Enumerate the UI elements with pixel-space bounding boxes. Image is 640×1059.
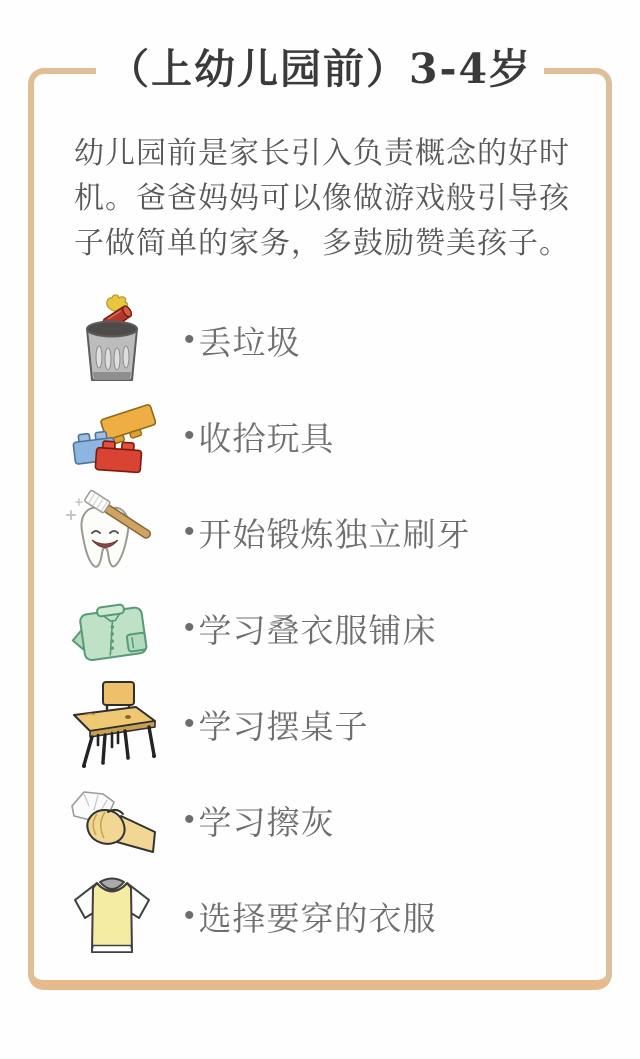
bullet-dot: • (184, 419, 196, 452)
task-label (184, 413, 335, 460)
toy-blocks-icon (58, 389, 166, 483)
folded-clothes-icon (58, 581, 166, 675)
intro-paragraph: 幼儿园前是家长引入负责概念的好时机。爸爸妈妈可以像做游戏般引导孩子做简单的家务，多鼓励赞美孩子。 (74, 137, 570, 260)
task-row (58, 388, 578, 484)
task-row (58, 484, 578, 580)
task-list (58, 292, 578, 964)
task-text: 开始锻炼独立刷牙 (198, 515, 471, 553)
task-text: 选择要穿的衣服 (198, 899, 437, 937)
tshirt-icon (58, 869, 166, 963)
task-label (184, 605, 437, 652)
task-row (58, 580, 578, 676)
task-row (58, 772, 578, 868)
bullet-dot: • (184, 707, 196, 740)
bullet-dot: • (184, 899, 196, 932)
bullet-dot: • (184, 803, 196, 836)
bullet-dot: • (184, 323, 196, 356)
task-label (184, 701, 369, 748)
tooth-toothbrush-icon (58, 485, 166, 579)
task-text: 收拾玩具 (198, 419, 335, 457)
hand-dusting-icon (58, 773, 166, 867)
task-label (184, 797, 335, 844)
desk-icon (58, 677, 166, 771)
task-row (58, 676, 578, 772)
task-label (184, 509, 471, 556)
card-title: （上幼儿园前）3-4岁 (96, 40, 544, 98)
task-label (184, 893, 437, 940)
task-row (58, 292, 578, 388)
task-text: 学习擦灰 (198, 803, 335, 841)
trash-can-icon (58, 293, 166, 387)
task-text: 学习叠衣服铺床 (198, 611, 437, 649)
bullet-dot: • (184, 611, 196, 644)
task-text: 丢垃圾 (198, 323, 301, 361)
task-text: 学习摆桌子 (198, 707, 369, 745)
task-row (58, 868, 578, 964)
bullet-dot: • (184, 515, 196, 548)
task-label (184, 317, 301, 364)
